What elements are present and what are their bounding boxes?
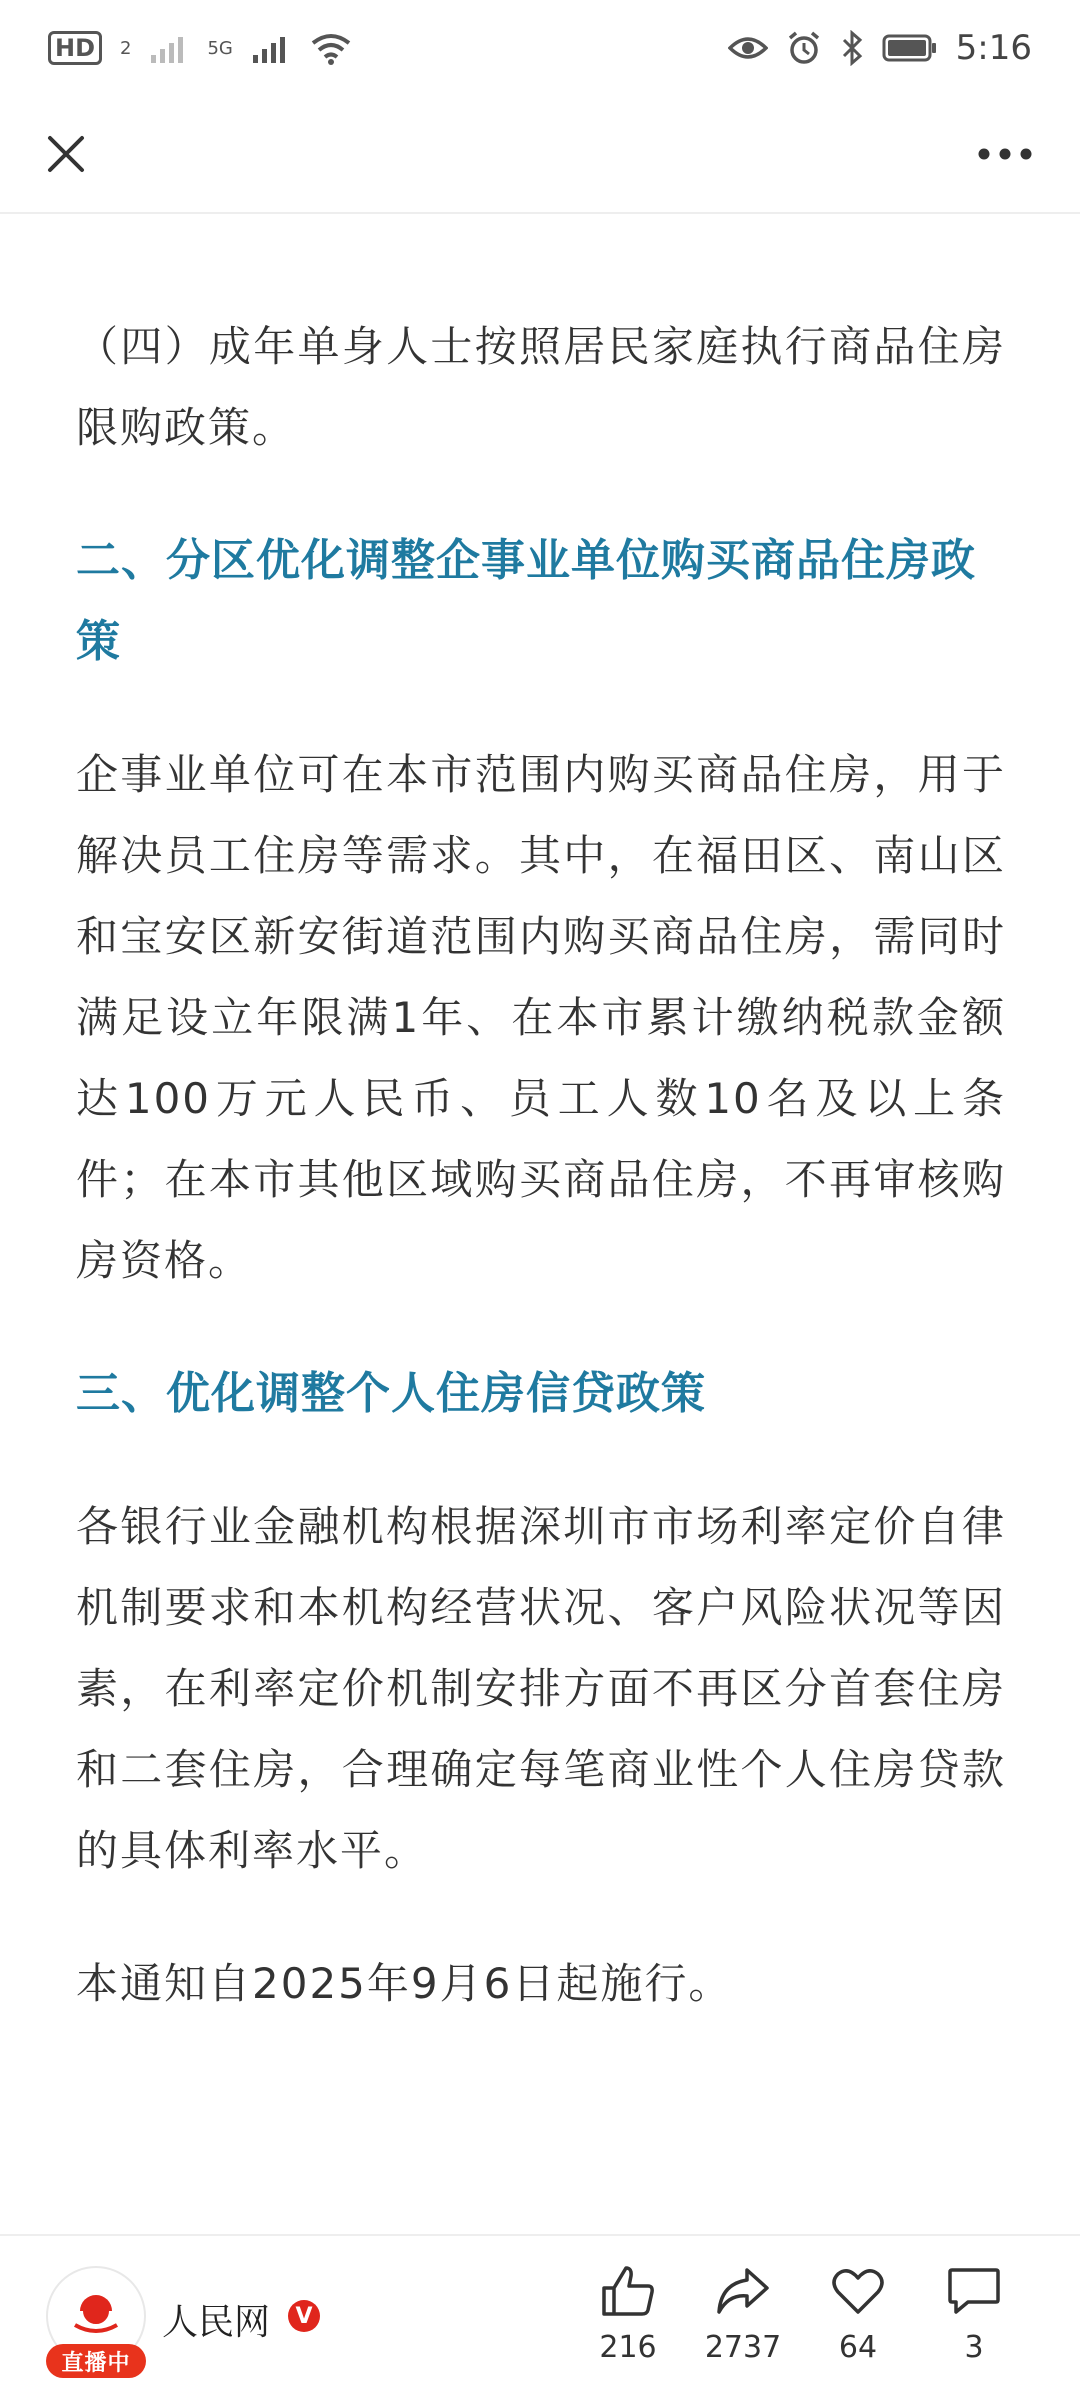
live-badge: 直播中 — [46, 2344, 146, 2378]
account-name[interactable]: 人民网 — [162, 2302, 271, 2343]
paragraph-enterprise-purchase: 企事业单位可在本市范围内购买商品住房，用于解决员工住房等需求。其中，在福田区、南山区和宝安区新安街道范围内购买商品住房，需同时满足设立年限满1年、在本市累计缴纳税款金额达100万元人民币、员工人数10名及以上条件；在本市其他区域购买商品住房，不再审核购房资格。 — [76, 750, 1006, 1285]
comment-button[interactable] — [924, 2264, 1024, 2365]
signal-icon — [149, 31, 189, 65]
wifi-icon — [309, 31, 353, 65]
like-button[interactable] — [578, 2264, 678, 2365]
verified-icon: V — [288, 2300, 320, 2332]
hd-icon: HD — [48, 31, 102, 65]
bottom-bar — [0, 2234, 1080, 2400]
status-bar-right — [728, 28, 1032, 68]
heading-section-3: 三、优化调整个人住房信贷政策 — [76, 1368, 706, 1419]
network-label: 5G — [207, 37, 233, 59]
article-body — [76, 214, 1006, 2024]
comment-icon — [946, 2264, 1002, 2318]
close-icon — [46, 134, 86, 174]
comment-count: 3 — [964, 2330, 984, 2365]
5g-signal-icon — [251, 31, 291, 65]
paragraph-credit-policy: 各银行业金融机构根据深圳市市场利率定价自律机制要求和本机构经营状况、客户风险状况等因素，在利率定价机制安排方面不再区分首套住房和二套住房，合理确定每笔商业性个人住房贷款的具体利率水平。 — [76, 1502, 1006, 1875]
favorite-button[interactable] — [808, 2264, 908, 2365]
paragraph-effective-date: 本通知自2025年9月6日起施行。 — [76, 1959, 733, 2008]
share-icon — [715, 2264, 771, 2318]
people-daily-logo-icon — [61, 2281, 131, 2351]
status-bar-left — [48, 31, 353, 65]
more-button[interactable] — [960, 118, 1050, 190]
share-count: 2737 — [704, 2330, 782, 2365]
favorite-count: 64 — [838, 2330, 878, 2365]
sim2-label: 2 — [120, 37, 132, 59]
thumbs-up-icon — [600, 2264, 656, 2318]
heart-icon — [830, 2264, 886, 2318]
eye-icon — [728, 33, 768, 63]
share-button[interactable] — [693, 2264, 793, 2365]
account-avatar[interactable] — [46, 2266, 146, 2376]
close-button[interactable] — [30, 118, 102, 190]
battery-icon — [882, 33, 938, 63]
paragraph-single-adults: （四）成年单身人士按照居民家庭执行商品住房限购政策。 — [76, 322, 1006, 452]
nav-bar — [0, 96, 1080, 214]
like-count: 216 — [599, 2330, 657, 2365]
bluetooth-icon — [840, 30, 864, 66]
alarm-icon — [786, 30, 822, 66]
heading-section-2: 二、分区优化调整企事业单位购买商品住房政策 — [76, 535, 976, 667]
status-time: 5:16 — [955, 28, 1032, 68]
more-icon — [977, 147, 1033, 161]
status-bar — [0, 0, 1080, 96]
